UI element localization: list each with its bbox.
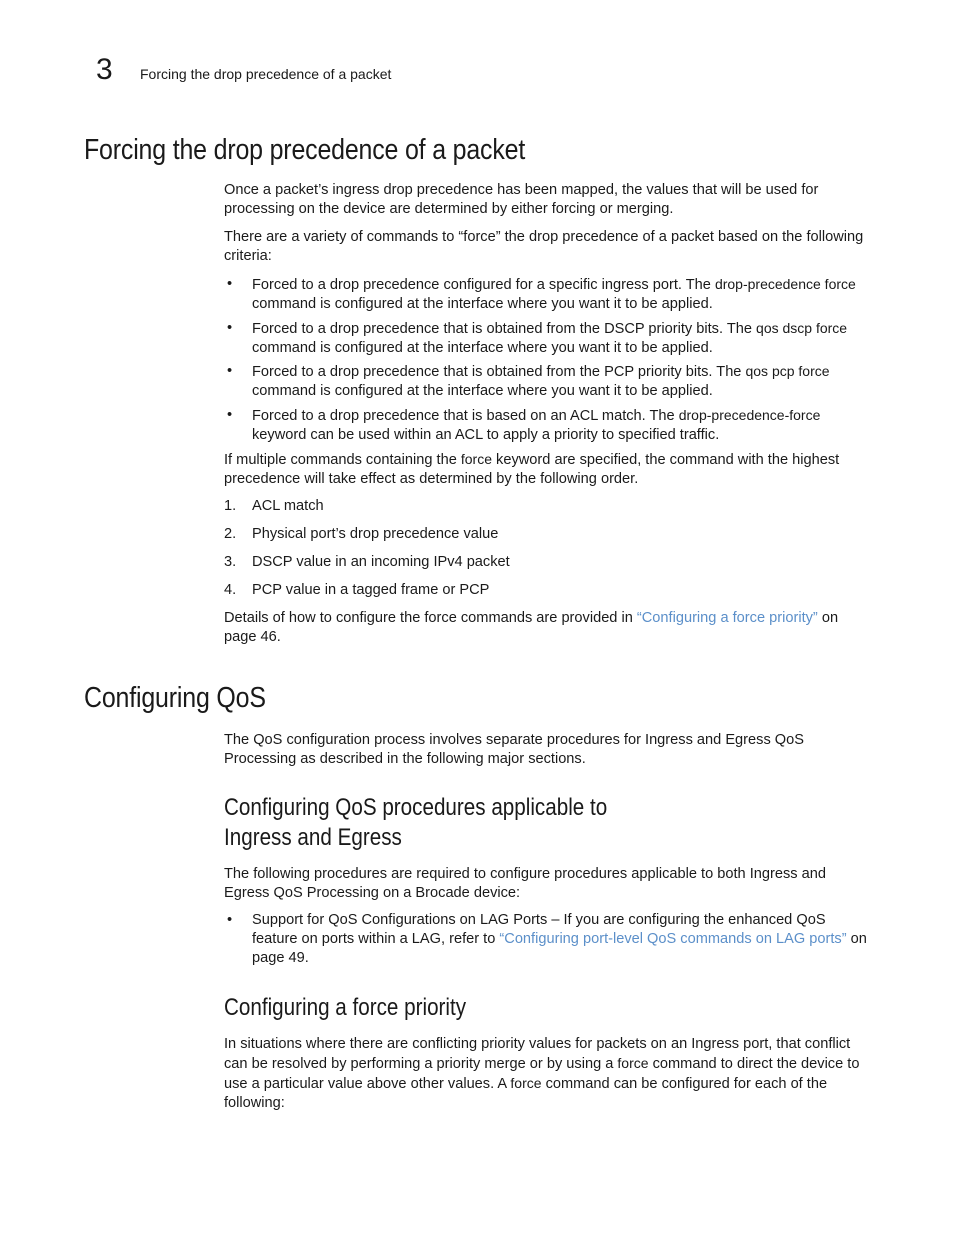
command-keyword: qos dscp force — [756, 320, 848, 336]
running-header: Forcing the drop precedence of a packet — [140, 66, 392, 82]
list-item-text: command is configured at the interface where you want it to be applied. — [252, 296, 713, 312]
command-keyword: force — [510, 1075, 542, 1091]
chapter-number: 3 — [96, 53, 113, 86]
list-item-text: command is configured at the interface where you want it to be applied. — [252, 340, 713, 356]
ordered-list-item — [224, 525, 872, 544]
paragraph — [224, 609, 872, 647]
list-item-text: Forced to a drop precedence that is based on an ACL match. The — [252, 408, 679, 424]
bullet-icon: • — [227, 320, 233, 336]
list-number: 2. — [224, 526, 237, 542]
subsection-heading: Configuring a force priority — [224, 994, 467, 1021]
bullet-icon: • — [227, 912, 233, 928]
command-keyword: drop-precedence force — [714, 276, 856, 292]
list-item-text: command is configured at the interface where you want it to be applied. — [252, 383, 713, 399]
paragraph — [224, 450, 872, 489]
command-keyword: drop-precedence-force — [678, 407, 821, 423]
list-item-text: on page 49. — [252, 931, 867, 966]
list-number: 4. — [224, 582, 237, 598]
subsection-heading: Ingress and Egress — [224, 824, 402, 851]
ordered-list-item — [224, 553, 872, 572]
ordered-list-item — [224, 581, 872, 600]
list-item — [224, 319, 872, 358]
paragraph: Once a packet’s ingress drop precedence has been mapped, the values that will be used for processing on the device are determined by either forcing or merging. — [224, 182, 819, 217]
paragraph-text: keyword are specified, the command with the highest precedence will take effect as determined by the following order. — [224, 452, 840, 487]
paragraph: The following procedures are required to configure procedures applicable to both Ingress and Egress QoS Processing on a Brocade device: — [224, 866, 826, 901]
cross-reference-link[interactable]: “Configuring a force priority” — [636, 610, 818, 626]
command-keyword: force — [460, 451, 492, 467]
list-item-text: Physical port’s drop precedence value — [252, 526, 499, 542]
list-item — [224, 911, 872, 968]
list-item-text: ACL match — [252, 498, 324, 514]
command-keyword: force — [617, 1055, 649, 1071]
command-keyword: qos pcp force — [745, 363, 830, 379]
list-item-text: Forced to a drop precedence configured for a specific ingress port. The — [252, 277, 715, 293]
paragraph: There are a variety of commands to “force” the drop precedence of a packet based on the following criteria: — [224, 229, 864, 264]
list-item — [224, 406, 872, 445]
paragraph — [224, 1035, 872, 1113]
ordered-list-item — [224, 497, 872, 516]
section-heading-forcing: Forcing the drop precedence of a packet — [84, 134, 526, 166]
list-item-text: DSCP value in an incoming IPv4 packet — [252, 554, 510, 570]
subsection-heading: Configuring QoS procedures applicable to — [224, 794, 608, 821]
list-item — [224, 275, 872, 314]
bullet-icon: • — [227, 276, 233, 292]
list-item — [224, 362, 872, 401]
paragraph: The QoS configuration process involves separate procedures for Ingress and Egress QoS Processing as described in the following major sections. — [224, 732, 805, 767]
section-heading-configuring-qos: Configuring QoS — [84, 682, 266, 714]
bullet-icon: • — [227, 363, 233, 379]
bullet-icon: • — [227, 407, 233, 423]
paragraph-text: command to direct the device to use a particular value above other values. A — [224, 1056, 860, 1092]
cross-reference-link[interactable]: “Configuring port-level QoS commands on LAG ports” — [499, 931, 847, 947]
paragraph-text: In situations where there are conflicting priority values for packets on an Ingress port, that conflict can be resolved by performing a priority merge or by using a — [224, 1036, 851, 1072]
list-item-text: PCP value in a tagged frame or PCP — [252, 582, 490, 598]
list-number: 3. — [224, 554, 237, 570]
list-item-text: Forced to a drop precedence that is obtained from the DSCP priority bits. The — [252, 321, 757, 337]
list-item-text: keyword can be used within an ACL to apply a priority to specified traffic. — [252, 427, 720, 443]
paragraph-text: Details of how to configure the force commands are provided in — [224, 610, 637, 626]
list-item-text: Support for QoS Configurations on LAG Ports – If you are configuring the enhanced QoS feature on ports within a LAG, refer to — [252, 912, 826, 947]
list-item-text: Forced to a drop precedence that is obtained from the PCP priority bits. The — [252, 364, 746, 380]
paragraph-text: on page 46. — [224, 610, 839, 645]
paragraph-text: If multiple commands containing the — [224, 452, 461, 468]
paragraph-text: command can be configured for each of the following: — [224, 1076, 828, 1111]
list-number: 1. — [224, 498, 237, 514]
